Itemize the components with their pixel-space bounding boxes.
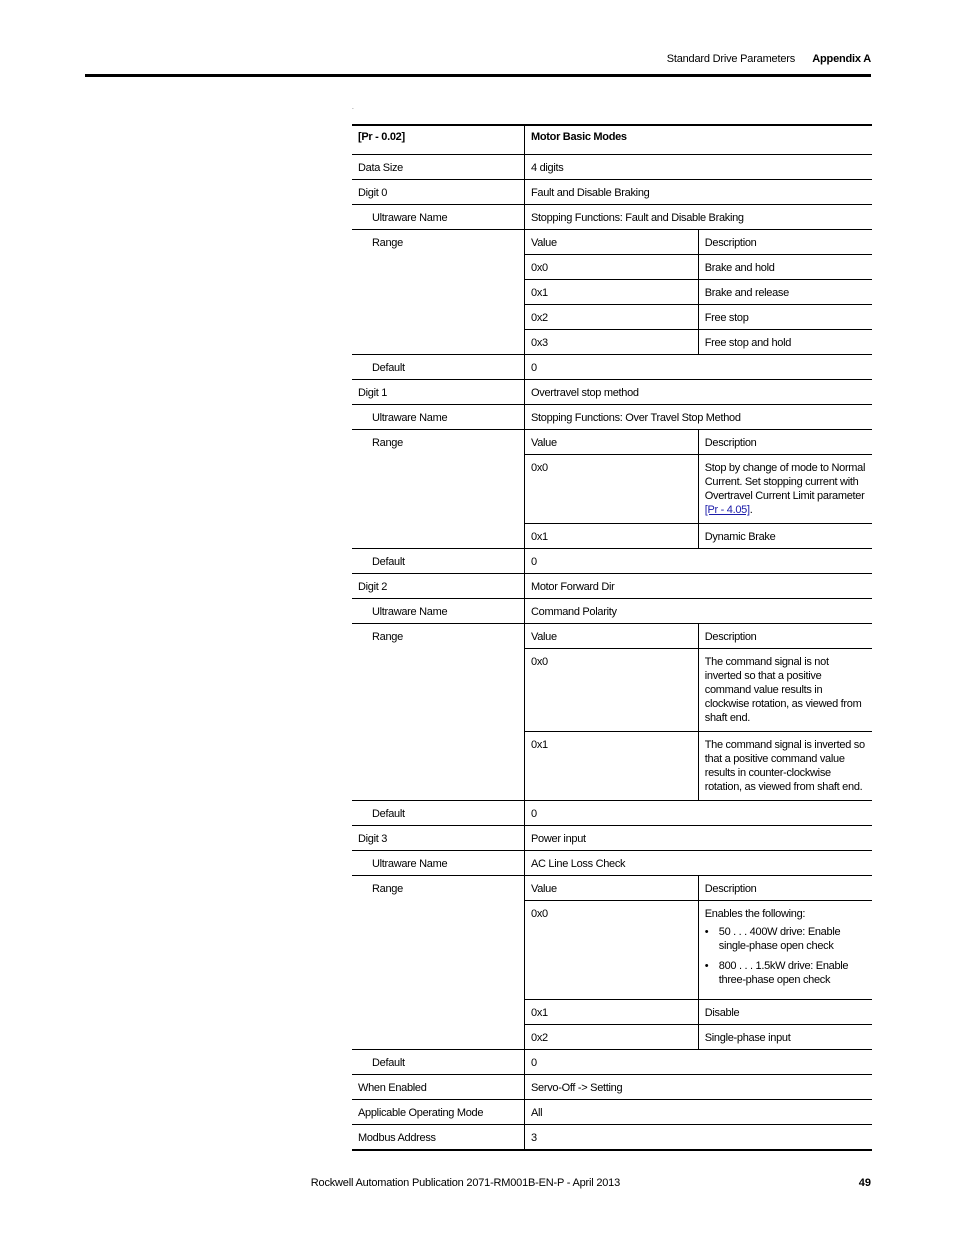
digit3-name: Power input <box>525 826 873 851</box>
range-value: 0x3 <box>525 330 699 355</box>
when-enabled-value: Servo-Off -> Setting <box>525 1075 873 1100</box>
table-row <box>352 826 872 851</box>
table-row <box>352 205 872 230</box>
table-row <box>352 1100 872 1125</box>
default-label: Default <box>352 355 525 380</box>
range-label: Range <box>352 230 525 355</box>
range-label: Range <box>352 430 525 549</box>
table-row <box>352 876 872 901</box>
range-description: The command signal is inverted so that a positive command value results in counter-clockwise rotation, as viewed from shaft end. <box>698 732 872 801</box>
digit2-default: 0 <box>525 801 873 826</box>
table-row <box>352 230 872 255</box>
digit0-default: 0 <box>525 355 873 380</box>
range-description: Single-phase input <box>698 1025 872 1050</box>
digit0-label: Digit 0 <box>352 180 525 205</box>
table-row <box>352 355 872 380</box>
when-enabled-label: When Enabled <box>352 1075 525 1100</box>
range-value: 0x1 <box>525 280 699 305</box>
table-row <box>352 801 872 826</box>
table-row <box>352 599 872 624</box>
digit1-label: Digit 1 <box>352 380 525 405</box>
range-value: 0x1 <box>525 732 699 801</box>
range-value: 0x2 <box>525 1025 699 1050</box>
default-label: Default <box>352 801 525 826</box>
ultraware-label: Ultraware Name <box>352 851 525 876</box>
description-text: Stop by change of mode to Normal Current. Set stopping current with Overtravel Current Limit parameter <box>704 462 866 502</box>
table-row <box>352 1050 872 1075</box>
range-description: Brake and release <box>698 280 872 305</box>
digit3-default: 0 <box>525 1050 873 1075</box>
digit1-ultraware: Stopping Functions: Over Travel Stop Method <box>525 405 873 430</box>
parameter-link[interactable]: [Pr - 4.05] <box>704 504 750 516</box>
parameter-name: Motor Basic Modes <box>525 125 873 155</box>
digit1-default: 0 <box>525 549 873 574</box>
description-intro: Enables the following: <box>704 908 806 920</box>
range-description: Brake and hold <box>698 255 872 280</box>
range-description <box>698 455 872 524</box>
range-description: The command signal is not inverted so that a positive command value results in clockwise rotation, as viewed from shaft end. <box>698 649 872 732</box>
table-row <box>352 549 872 574</box>
range-value: 0x0 <box>525 455 699 524</box>
range-value: 0x1 <box>525 1000 699 1025</box>
default-label: Default <box>352 549 525 574</box>
table-header-row <box>352 125 872 155</box>
ultraware-label: Ultraware Name <box>352 405 525 430</box>
range-label: Range <box>352 876 525 1050</box>
modbus-address-label: Modbus Address <box>352 1125 525 1151</box>
digit0-name: Fault and Disable Braking <box>525 180 873 205</box>
description-header: Description <box>698 624 872 649</box>
description-header: Description <box>698 230 872 255</box>
modbus-address-value: 3 <box>525 1125 873 1151</box>
digit1-name: Overtravel stop method <box>525 380 873 405</box>
table-row <box>352 1125 872 1151</box>
page-mark: - <box>352 106 354 112</box>
value-header: Value <box>525 624 699 649</box>
table-row <box>352 574 872 599</box>
digit3-ultraware: AC Line Loss Check <box>525 851 873 876</box>
description-end: . <box>749 504 753 516</box>
table-row <box>352 624 872 649</box>
value-header: Value <box>525 230 699 255</box>
ultraware-label: Ultraware Name <box>352 205 525 230</box>
header-rule <box>85 74 871 77</box>
table-row <box>352 380 872 405</box>
table-row <box>352 1075 872 1100</box>
table-row <box>352 851 872 876</box>
digit2-name: Motor Forward Dir <box>525 574 873 599</box>
data-size-value: 4 digits <box>525 155 873 180</box>
range-label: Range <box>352 624 525 801</box>
data-size-label: Data Size <box>352 155 525 180</box>
description-header: Description <box>698 430 872 455</box>
range-description: Free stop and hold <box>698 330 872 355</box>
header-section-title: Standard Drive Parameters <box>666 53 795 65</box>
page-number: 49 <box>858 1177 871 1189</box>
ultraware-label: Ultraware Name <box>352 599 525 624</box>
default-label: Default <box>352 1050 525 1075</box>
operating-mode-value: All <box>525 1100 873 1125</box>
value-header: Value <box>525 876 699 901</box>
range-value: 0x0 <box>525 255 699 280</box>
range-value: 0x1 <box>525 524 699 549</box>
table-row <box>352 405 872 430</box>
parameter-id: [Pr - 0.02] <box>352 125 525 155</box>
bullet-list <box>705 925 868 987</box>
range-value: 0x2 <box>525 305 699 330</box>
range-description: Dynamic Brake <box>698 524 872 549</box>
table-row <box>352 155 872 180</box>
header-appendix-label: Appendix A <box>812 53 871 65</box>
digit2-ultraware: Command Polarity <box>525 599 873 624</box>
range-value: 0x0 <box>525 649 699 732</box>
bullet-item: • 800 . . . 1.5kW drive: Enable three-phase open check <box>719 959 868 987</box>
digit3-label: Digit 3 <box>352 826 525 851</box>
range-description: Disable <box>698 1000 872 1025</box>
parameter-table <box>352 124 872 1151</box>
table-row <box>352 430 872 455</box>
value-header: Value <box>525 430 699 455</box>
operating-mode-label: Applicable Operating Mode <box>352 1100 525 1125</box>
footer-publication: Rockwell Automation Publication 2071-RM001B-EN-P - April 2013 <box>310 1177 620 1189</box>
digit2-label: Digit 2 <box>352 574 525 599</box>
range-description: Free stop <box>698 305 872 330</box>
description-header: Description <box>698 876 872 901</box>
table-row <box>352 180 872 205</box>
range-description <box>698 901 872 1000</box>
digit0-ultraware: Stopping Functions: Fault and Disable Braking <box>525 205 873 230</box>
range-value: 0x0 <box>525 901 699 1000</box>
bullet-item: • 50 . . . 400W drive: Enable single-phase open check <box>719 925 868 953</box>
